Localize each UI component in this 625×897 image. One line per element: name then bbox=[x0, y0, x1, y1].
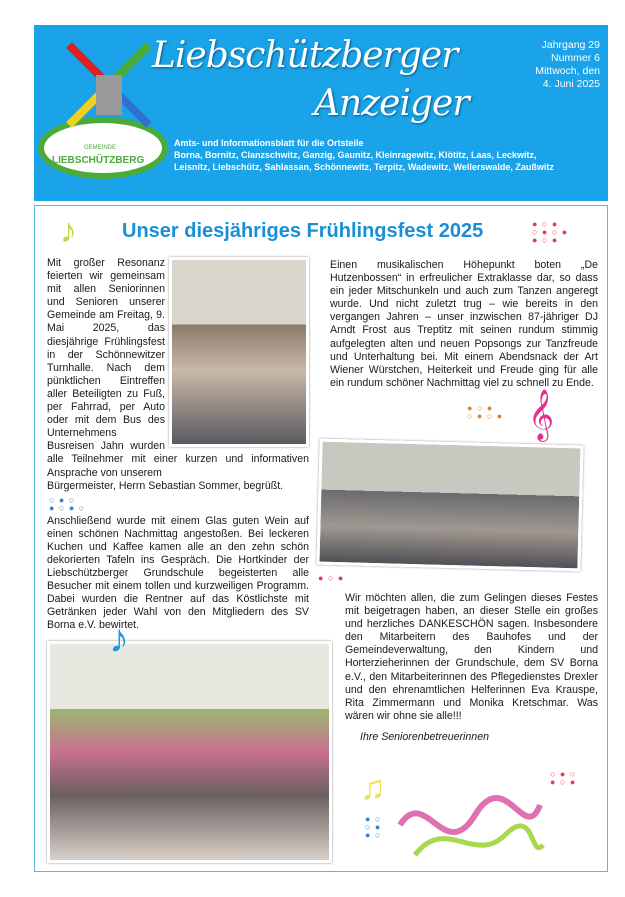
windmill-icon bbox=[54, 35, 164, 130]
paragraph-music: Einen musikalischen Höhepunkt boten „De Hutzenbossen“ in erfreulicher Extraklasse dar, so dass ein jeder Mitschunkeln und auch zum Tanzen angeregt wurde. Und nicht zuletzt trug – wie bereits in den vergangen Jahren – unser inzwischen 87-jähriger DJ Arndt Frost aus Treptitz mit seinen rundum stimmig aufgelegten alten und neuen Popsongs zur Tanzfreude und Unterhaltung bei. Mit einem Abendsnack der Art Wiener Würstchen, Heiterkeit und Freude ging für alle ein rundum schöner Nachmittag viel zu schnell zu Ende. bbox=[330, 259, 598, 389]
left-column bbox=[47, 257, 309, 863]
signature: Ihre Seniorenbetreuerinnen bbox=[360, 730, 489, 743]
photo-hall-musicians bbox=[169, 257, 309, 447]
confetti-icon: ● ○ ● ○ ● ○ ● bbox=[467, 403, 504, 421]
logo-name: LIEBSCHÜTZBERG bbox=[52, 155, 145, 166]
music-note-icon: ♪ bbox=[60, 212, 77, 250]
photo-children-performance bbox=[47, 641, 332, 863]
blue-note-icon: ♪ bbox=[109, 616, 129, 661]
paragraph-thanks: Wir möchten allen, die zum Gelingen dieses Festes mit beigetragen haben, an dieser Stelle ein großes und herzliches DANKESCHÖN sagen. Insbesondere den Mitarbeitern des Bauhofes und der Gemeindeverwaltung, den Kindern und Horterzieherinnen der Grundschule, dem SV Borna e.V., den Mitarbeiterinnen des Pflegedienstes Drexler und den ehrenamtlichen Helferinnen Eva Krauspe, Rita Zimmermann und Monika Kretschmar. Was wären wir ohne sie alle!!! bbox=[345, 592, 598, 722]
article-title: Unser diesjähriges Frühlingsfest 2025 bbox=[122, 220, 484, 242]
paragraph-program: Anschließend wurde mit einem Glas guten Wein auf einen schönen Nachmittag angestoßen. Bei leckeren Kuchen und Kaffee kamen alle an den zehn schön dekorierten Tafeln ins Gespräch. Die Hortkinder der Liebschützberger Grundschule begeisterten alle Besucher mit einem tollen und kurzweiligen Programm. Dabei wurden die Rentner auf das Köstlichste mit Getränken jeder Wahl von den Mitgliedern des SV Borna e.V. bewirtet. bbox=[47, 514, 309, 632]
photo-children-wrapper bbox=[47, 616, 309, 863]
yellow-note-icon: ♫ bbox=[360, 769, 386, 807]
streamers-decoration bbox=[395, 785, 545, 865]
issue-info: Jahrgang 29 Nummer 6 Mittwoch, den 4. Juni 2025 bbox=[535, 39, 600, 90]
right-column bbox=[345, 592, 598, 743]
windmill-logo bbox=[44, 35, 154, 185]
masthead bbox=[34, 25, 608, 201]
paragraph-intro: Mit großer Resonanz feierten wir gemeinsam mit allen Seniorinnen und Senioren unserer Gemeinde am Freitag, 9. Mai 2025, das diesjährige Frühlingsfest in der Schönnewitzer Turnhalle. Nach dem pünktlichen Eintreffen aller Beteiligten zu Fuß, per Fahrrad, per Auto oder mit dem Bus des Unternehmens Busreisen Jahn wurden alle Teilnehmer mit einer kurzen und informativen Ansprache von unserem bbox=[47, 257, 309, 479]
confetti-icon: ● ○ ○ ● ● ○ bbox=[365, 814, 382, 840]
paragraph-intro-end: Bürgermeister, Herrn Sebastian Sommer, begrüßt. bbox=[47, 479, 284, 492]
confetti-icon: ● ○ ● ○ ● ○ ● ● ○ ● bbox=[532, 219, 569, 245]
confetti-icon: ○ ● ○ ● ○ ● ○ bbox=[49, 494, 86, 513]
masthead-title-1: Liebschützberger bbox=[152, 35, 458, 76]
confetti-icon: ● ○ ● bbox=[318, 573, 345, 583]
masthead-title-2: Anzeiger bbox=[314, 83, 469, 124]
treble-clef-icon: 𝄞 bbox=[528, 390, 555, 439]
photo-hall-tables bbox=[316, 439, 583, 572]
confetti-icon: ○ ● ○ ● ○ ● bbox=[550, 769, 577, 787]
masthead-subtitle: Amts- und Informationsblatt für die Ortsteile Borna, Bornitz, Clanzschwitz, Ganzig, Gaunitz, Kleinragewitz, Klötitz, Laas, Leckwitz, Leisnitz, Liebschütz, Sahlassan, Schönnewitz, Terpitz, Wadewitz, Wellerswalde, Zaußwitz bbox=[174, 138, 554, 172]
logo-gemeinde: GEMEINDE bbox=[84, 145, 117, 151]
